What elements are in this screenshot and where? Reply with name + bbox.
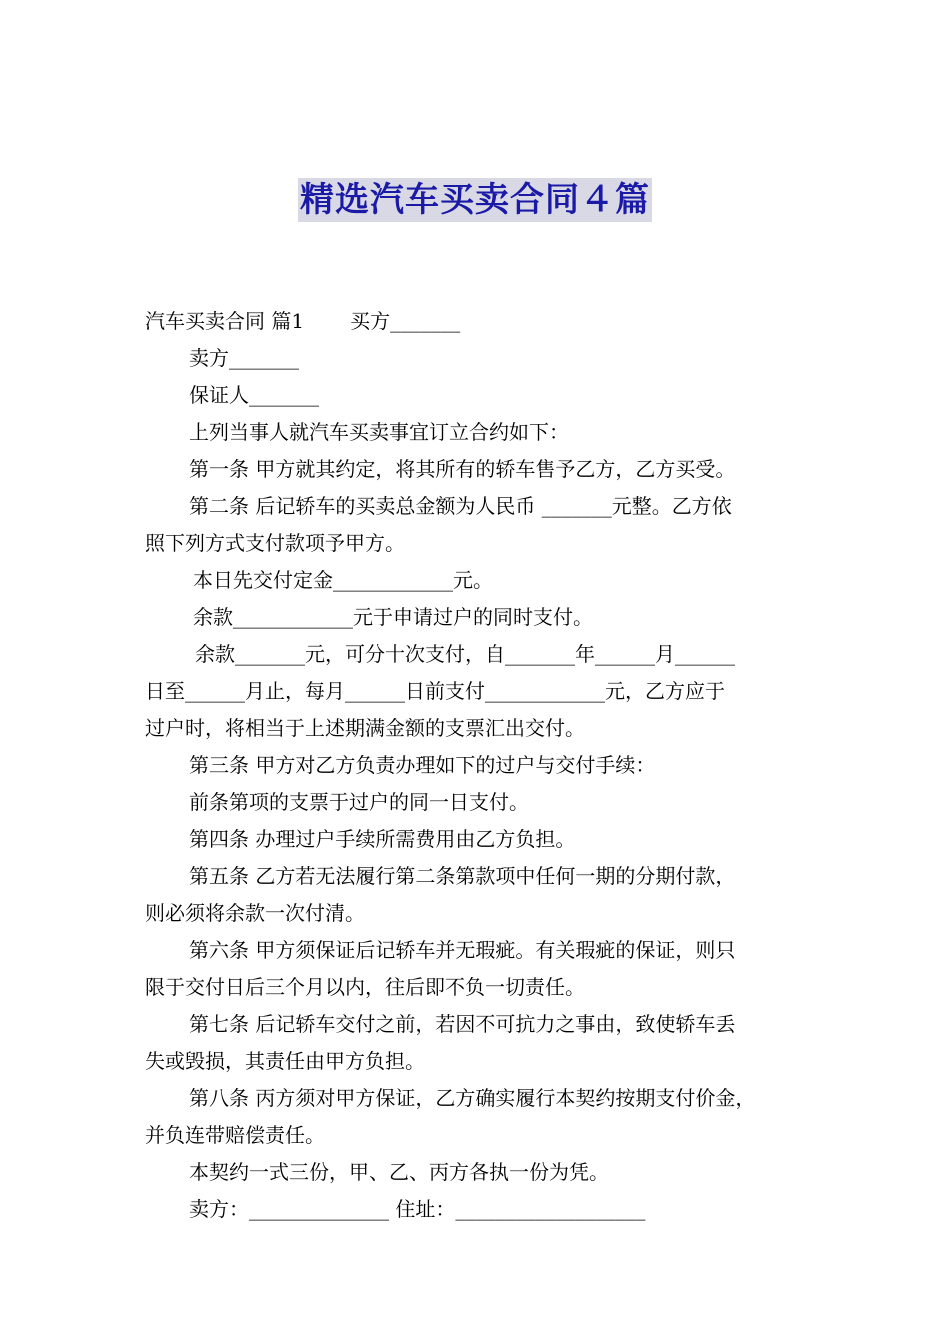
contract-heading-line	[145, 303, 810, 340]
article-4: 第四条 办理过户手续所需费用由乙方负担。	[189, 827, 576, 851]
article-7-line-1: 第七条 后记轿车交付之前，若因不可抗力之事由，致使轿车丢	[189, 1012, 736, 1036]
installment-line-3: 过户时，将相当于上述期满金额的支票汇出交付。	[145, 716, 585, 740]
article-5-line-1: 第五条 乙方若无法履行第二条第款项中任何一期的分期付款，	[189, 864, 736, 888]
seller-field: 卖方_______	[189, 346, 299, 370]
deposit-line: 本日先交付定金____________元。	[193, 568, 493, 592]
installment-line-2: 日至______月止，每月______日前支付____________元，乙方应于	[145, 679, 725, 703]
copies-clause: 本契约一式三份，甲、乙、丙方各执一份为凭。	[189, 1160, 609, 1184]
balance-line: 余款____________元于申请过户的同时支付。	[193, 605, 593, 629]
article-2-line-2: 照下列方式支付款项予甲方。	[145, 531, 405, 555]
article-6-line-2: 限于交付日后三个月以内，往后即不负一切责任。	[145, 975, 585, 999]
article-6-line-1: 第六条 甲方须保证后记轿车并无瑕疵。有关瑕疵的保证，则只	[189, 938, 736, 962]
article-3-detail: 前条第项的支票于过户的同一日支付。	[189, 790, 529, 814]
buyer-field: 买方_______	[350, 309, 461, 333]
article-7-line-2: 失或毁损，其责任由甲方负担。	[145, 1049, 425, 1073]
seller-signature-line: 卖方：______________ 住址：___________________	[189, 1197, 646, 1221]
contract-body	[145, 303, 810, 1228]
preamble: 上列当事人就汽车买卖事宜订立合约如下：	[189, 420, 569, 444]
article-2-line-1: 第二条 后记轿车的买卖总金额为人民币 _______元整。乙方依	[189, 494, 732, 518]
article-8-line-2: 并负连带赔偿责任。	[145, 1123, 325, 1147]
article-1: 第一条 甲方就其约定，将其所有的轿车售予乙方，乙方买受。	[189, 457, 736, 481]
guarantor-field: 保证人_______	[189, 383, 319, 407]
contract-subtitle: 汽车买卖合同 篇1	[145, 309, 305, 333]
installment-line-1: 余款_______元，可分十次支付，自_______年______月______	[195, 642, 735, 666]
article-3: 第三条 甲方对乙方负责办理如下的过户与交付手续：	[189, 753, 656, 777]
article-5-line-2: 则必须将余款一次付清。	[145, 901, 365, 925]
document-title: 精选汽车买卖合同４篇	[300, 180, 650, 220]
document-title-wrap	[0, 172, 950, 221]
article-8-line-1: 第八条 丙方须对甲方保证，乙方确实履行本契约按期支付价金，	[189, 1086, 756, 1110]
